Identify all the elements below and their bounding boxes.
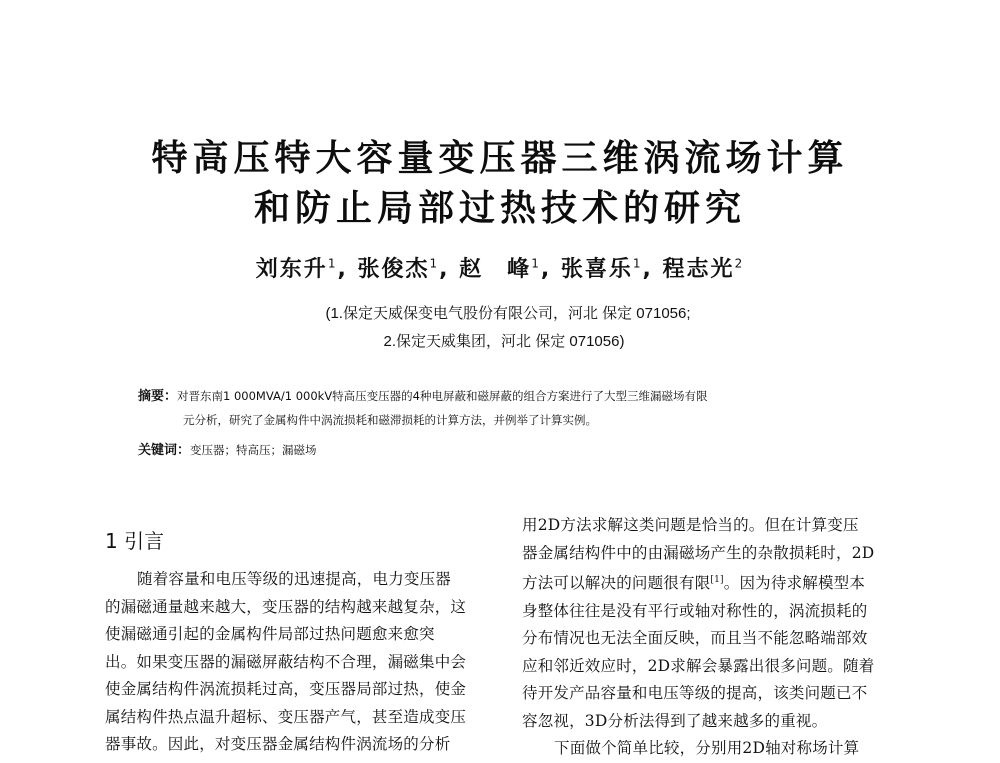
author-list: 刘东升$^1$, 张俊杰$^1$, 赵 峰$^1$, 张喜乐$^1$, 程志光$^2$ — [255, 256, 745, 282]
text-line: 器事故。因此，对变压器金属结构件涡流场的分析 — [105, 735, 451, 753]
keywords-text: 变压器；特高压；漏磁场 — [190, 443, 317, 457]
text-line: 容忽视，3D分析法得到了越来越多的重视。 — [522, 711, 828, 730]
author-affiliation-mark: 1 — [429, 256, 440, 271]
paper-title-line-1: 特高压特大容量变压器三维涡流场计算 — [151, 138, 849, 179]
right-column-body — [522, 512, 912, 763]
text-line-with-citation — [522, 567, 912, 598]
affiliation-line-1: (1.保定天威保变电气股份有限公司，河北 保定 071056; — [325, 305, 691, 322]
keywords — [138, 438, 878, 463]
text-segment: 。因为待求解模型本 — [723, 574, 866, 593]
left-column-body — [105, 566, 495, 759]
text-line: 下面做个简单比较，分别用2D轴对称场计算 — [554, 739, 860, 758]
text-line: 属结构件热点温升超标、变压器产气，甚至造成变压 — [105, 707, 467, 726]
text-line: 使金属结构件涡流损耗过高，变压器局部过热，使金 — [105, 680, 467, 698]
author-affiliation-mark: 1 — [327, 256, 338, 271]
text-line: 器金属结构件中的由漏磁场产生的杂散损耗时，2D — [522, 543, 875, 562]
text-line: 使漏磁通引起的金属构件局部过热问题愈来愈突 — [105, 625, 435, 643]
abstract-label: 摘要： — [138, 389, 178, 404]
paper-title-line-2: 和防止局部过热技术的研究 — [253, 188, 746, 229]
text-line: 待开发产品容量和电压等级的提高，该类问题已不 — [522, 684, 868, 703]
text-line: 应和邻近效应时，2D求解会暴露出很多问题。随着 — [522, 656, 875, 675]
citation-marker[interactable]: [1] — [710, 575, 724, 585]
affiliation-line-2: 2.保定天威集团，河北 保定 071056) — [383, 333, 625, 350]
author-affiliation-mark: 1 — [632, 256, 643, 271]
author-name: 张俊杰 — [357, 257, 430, 282]
author-affiliation-mark: 1 — [531, 256, 541, 271]
text-segment: 方法可以解决的问题很有限 — [522, 574, 711, 593]
author-name: 张喜乐 — [560, 257, 633, 282]
text-line: 的漏磁通量越来越大，变压器的结构越来越复杂，这 — [105, 597, 467, 616]
text-line: 用2D方法求解这类问题是恰当的。但在计算变压 — [522, 516, 859, 534]
author-name: 程志光 — [662, 257, 735, 282]
text-line: 出。如果变压器的漏磁屏蔽结构不合理，漏磁集中会 — [105, 652, 467, 671]
author-name: 刘东升 — [255, 257, 328, 282]
abstract-line-2: 元分析，研究了金属构件中涡流损耗和磁滞损耗的计算方法，并例举了计算实例。 — [183, 413, 597, 427]
author-affiliation-mark: 2 — [734, 256, 745, 271]
keywords-label: 关键词： — [138, 443, 191, 458]
abstract-line-1 — [138, 384, 878, 409]
text-line: 身整体往往是没有平行或轴对称性的，涡流损耗的 — [522, 601, 868, 620]
section-heading-introduction: 1 引言 — [105, 529, 165, 553]
text-line: 随着容量和电压等级的迅速提高，电力变压器 — [137, 570, 452, 588]
abstract-text: 对晋东南1 000MVA/1 000kV特高压变压器的4种电屏蔽和磁屏蔽的组合方案进行了大型三维漏磁场有限 — [177, 389, 708, 403]
author-name: 赵 峰 — [459, 257, 532, 282]
text-line: 分布情况也无法全面反映，而且当不能忽略端部效 — [522, 629, 868, 648]
